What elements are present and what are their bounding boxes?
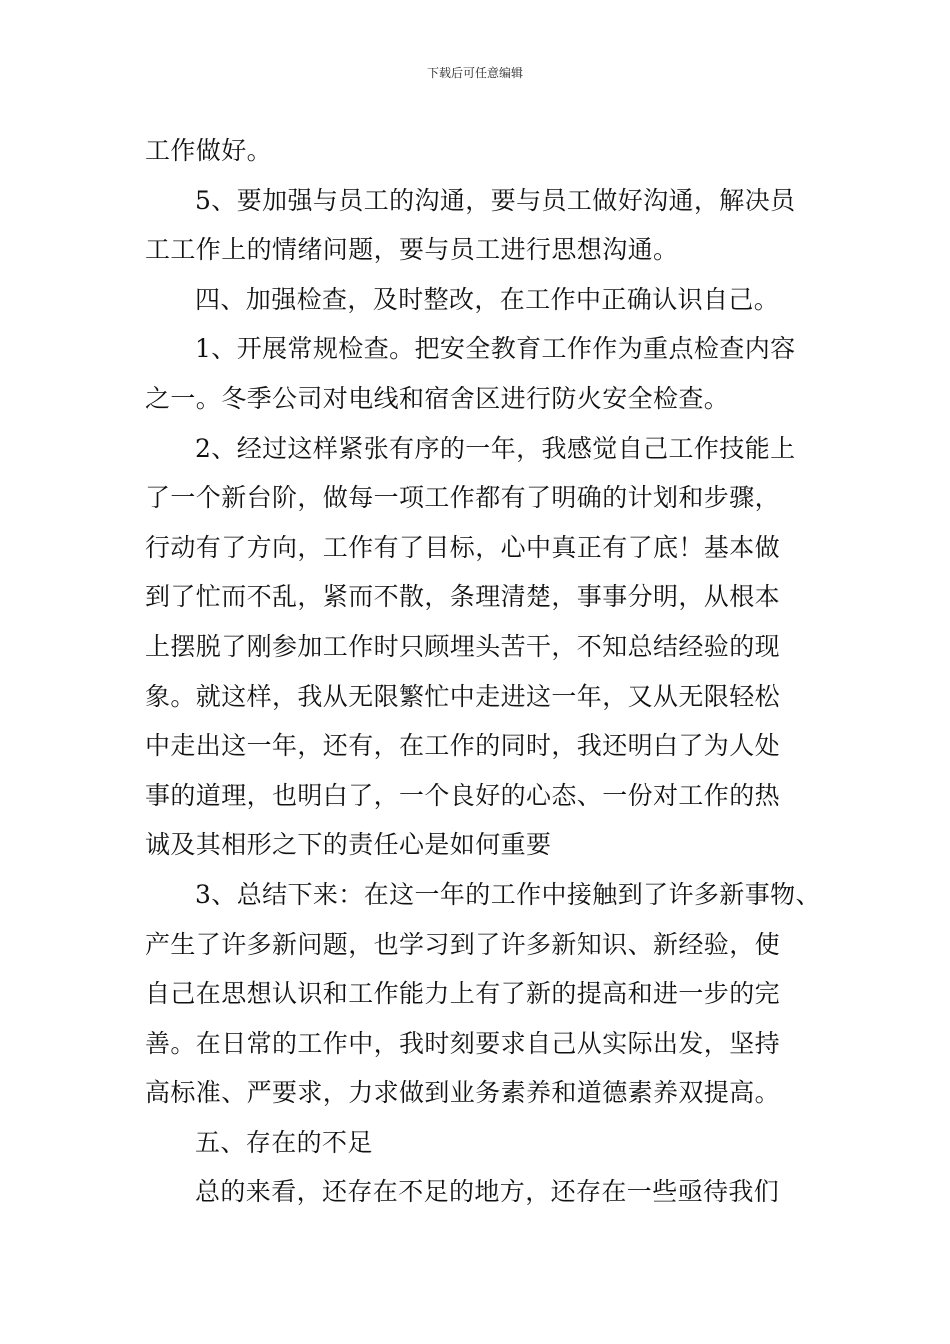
text-line: 3、总结下来：在这一年的工作中接触到了许多新事物、	[195, 879, 821, 909]
text-line: 之一。冬季公司对电线和宿舍区进行防火安全检查。	[145, 383, 730, 413]
text-line: 5、要加强与员工的沟通，要与员工做好沟通，解决员	[195, 185, 796, 215]
text-line: 2、经过这样紧张有序的一年，我感觉自己工作技能上	[195, 433, 796, 463]
document-body	[145, 126, 825, 1217]
text-line: 1、开展常规检查。把安全教育工作作为重点检查内容	[195, 334, 796, 364]
page-header-note: 下载后可任意编辑	[426, 66, 523, 80]
text-line: 了一个新台阶，做每一项工作都有了明确的计划和步骤，	[145, 483, 781, 513]
text-line: 四、加强检查，及时整改，在工作中正确认识自己。	[195, 284, 780, 314]
text-line: 行动有了方向，工作有了目标，心中真正有了底！基本做	[145, 532, 781, 562]
text-line: 中走出这一年，还有，在工作的同时，我还明白了为人处	[145, 731, 781, 761]
text-line: 工作做好。	[145, 136, 273, 165]
text-line: 五、存在的不足	[195, 1127, 373, 1157]
text-line: 高标准、严要求，力求做到业务素养和道德素养双提高。	[145, 1078, 781, 1108]
text-line: 事的道理，也明白了，一个良好的心态、一份对工作的热	[145, 780, 781, 810]
text-line: 象。就这样，我从无限繁忙中走进这一年，又从无限轻松	[145, 681, 781, 711]
text-line: 自己在思想认识和工作能力上有了新的提高和进一步的完	[145, 979, 781, 1009]
text-line: 工工作上的情绪问题，要与员工进行思想沟通。	[145, 235, 679, 265]
text-line: 诚及其相形之下的责任心是如何重要	[145, 830, 552, 860]
text-line: 产生了许多新问题，也学习到了许多新知识、新经验，使	[145, 929, 781, 959]
text-line: 善。在日常的工作中，我时刻要求自己从实际出发，坚持	[145, 1028, 781, 1058]
text-line: 到了忙而不乱，紧而不散，条理清楚，事事分明，从根本	[145, 582, 781, 612]
text-line: 上摆脱了刚参加工作时只顾埋头苦干，不知总结经验的现	[145, 631, 781, 661]
text-line: 总的来看，还存在不足的地方，还存在一些亟待我们	[195, 1177, 780, 1207]
